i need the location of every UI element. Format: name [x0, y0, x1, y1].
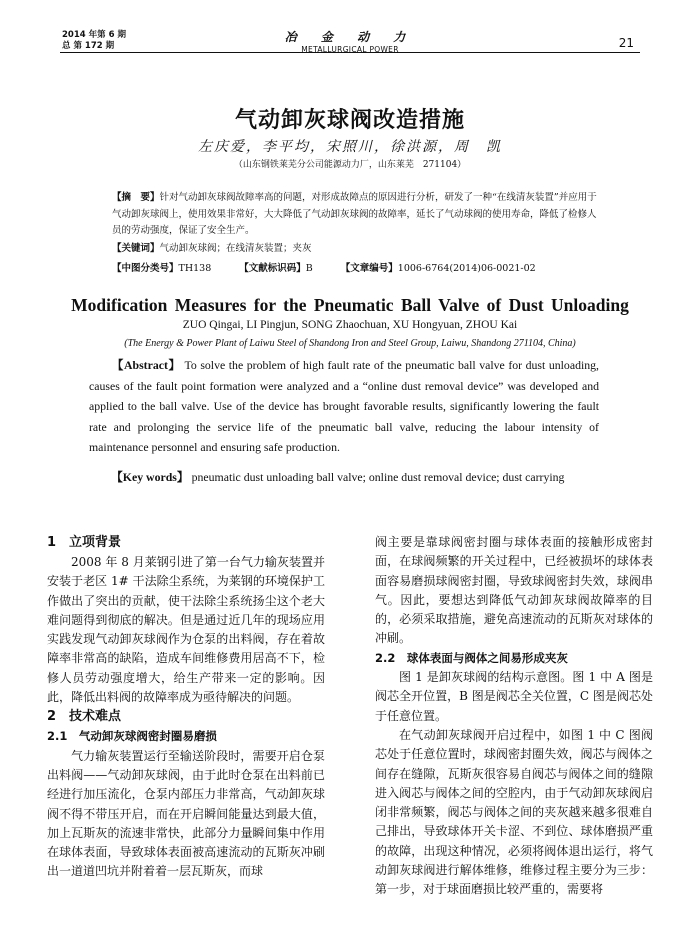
- keywords-cn-label: 【关键词】: [112, 243, 160, 254]
- paper-title-cn: 气动卸灰球阀改造措施: [234, 107, 465, 133]
- authors-cn: 左庆爱，李平均，宋照川，徐洪源，周 凯: [198, 139, 502, 155]
- page-number: 21: [618, 36, 634, 50]
- issue-line-2: 总 第 172 期: [62, 41, 115, 51]
- body-column-left: [47, 533, 325, 882]
- keywords-cn: [112, 241, 600, 258]
- document-code: 【文献标识码】B: [239, 263, 313, 274]
- abstract-cn-label: 【摘 要】: [112, 192, 160, 203]
- paper-title-en: Modification Measures for the Pneumatic Ball Valve of Dust Unloading: [71, 295, 629, 315]
- header-rule: [60, 52, 640, 53]
- keywords-en: [89, 467, 599, 488]
- section-2-1-continued: 阀主要是靠球阀密封圈与球体表面的接触形成密封面，在球阀频繁的开关过程中，已经被损坏的球体表面容易磨损球阀密封圈，导致球阀密封失效，球阀串气。因此，要想达到降低气动卸灰球阀故障率的目的，必须采取措施，避免高速流动的瓦斯灰对球体的冲刷。: [375, 535, 653, 646]
- affiliation-en: (The Energy & Power Plant of Laiwu Steel of Shandong Iron and Steel Group, Laiwu, Shandong 271104, China): [124, 338, 576, 349]
- article-number: 【文章编号】1006-6764(2014)06-0021-02: [340, 263, 536, 274]
- keywords-en-label: 【Key words】: [111, 470, 189, 484]
- section-2-1-paragraph: 气力输灰装置运行至输送阶段时，需要开启仓泵出料阀——气动卸灰球阀，由于此时仓泵在出料前已经进行加压流化，仓泵内部压力非常高，气动卸灰球阀不得不带压开启，而在开启瞬间能量达到最大值，加上瓦斯灰的流速非常快，此部分力量瞬间集中作用在球体表面，导致球体表面被高速流动的瓦斯灰冲刷出一道道凹坑并附着着一层瓦斯灰，而球: [47, 748, 325, 879]
- section-2-1-heading: 2.1 气动卸灰球阀密封圈易磨损: [47, 729, 217, 744]
- abstract-en: [89, 355, 599, 458]
- authors-en: ZUO Qingai, LI Pingjun, SONG Zhaochuan, XU Hongyuan, ZHOU Kai: [182, 319, 518, 331]
- section-2-2-paragraph-1: 图 1 是卸灰球阀的结构示意图。图 1 中 A 图是阀芯全开位置，B 图是阀芯全关位置，C 图是阀芯处于任意位置。: [375, 670, 653, 723]
- section-1-heading: 1 立项背景: [47, 535, 122, 550]
- abstract-cn: [112, 190, 600, 240]
- journal-name-en: METALLURGICAL POWER: [301, 45, 399, 54]
- abstract-en-text: To solve the problem of high fault rate of the pneumatic ball valve for dust unloading, causes of the fault point formation were analyzed and a “online dust removal device” was developed and applied to the ball valve. Use of the device has brought favorable results, significantly lowering the fault rate and prolonging the service life of the pneumatic ball valve, reducing the labour intensity of maintenance personnel and ensuring safe production.: [89, 358, 599, 455]
- keywords-cn-text: 气动卸灰球阀；在线清灰装置；夹灰: [159, 243, 312, 254]
- journal-name: [250, 28, 450, 54]
- section-1-paragraph: 2008 年 8 月莱钢引进了第一台气力输灰装置并安装于老区 1# 干法除尘系统，为莱钢的环境保护工作做出了突出的贡献，使干法除尘系统扬尘这个老大难问题得到彻底的解决。但是通过近几年的现场应用实践发现气动卸灰球阀作为仓泵的出料阀，存在着故障率非常高的缺陷，造成车间维修费用居高不下，检修人员劳动强度增大，给生产带来一定的影响。因此，降低出料阀的故障率成为亟待解决的问题。: [47, 555, 325, 705]
- section-2-2-heading: 2.2 球体表面与阀体之间易形成夹灰: [375, 650, 568, 665]
- abstract-cn-text: 针对气动卸灰球阀故障率高的问题，对形成故障点的原因进行分析，研发了一种“在线清灰装置”并应用于气动卸灰球阀上，使用效果非常好，大大降低了气动卸灰球阀的故障率，延长了气动球阀的使用寿命，降低了检修人员的劳动强度，保证了安全生产。: [112, 192, 597, 236]
- section-2-heading: 2 技术难点: [47, 709, 122, 725]
- clc-number: 【中图分类号】TH138: [112, 263, 212, 274]
- body-column-right: [375, 533, 653, 900]
- section-2-2-paragraph-2: 在气动卸灰球阀开启过程中，如图 1 中 C 图阀芯处于任意位置时，球阀密封圈失效，阀芯与阀体之间存在缝隙，瓦斯灰很容易自阀芯与阀体之间的缝隙进入阀芯与阀体之间的空腔内，由于气动卸灰球阀启闭非常频繁，阀芯与阀体之间的夹灰越来越多很难自己排出，导致球体开关卡涩、不到位、球体磨损严重的故障，出现这种情况，必须将阀体退出运行，将气动卸灰球阀进行解体维修，维修过程主要分为三步：第一步，对于球面磨损比较严重的，需要将: [375, 727, 653, 897]
- journal-name-cn: 冶 金 动 力: [284, 30, 416, 44]
- keywords-en-text: pneumatic dust unloading ball valve; online dust removal device; dust carrying: [191, 470, 565, 484]
- issue-line-1: 2014 年第 6 期: [62, 30, 126, 40]
- article-meta: [112, 260, 600, 274]
- affiliation-cn: （山东钢铁莱芜分公司能源动力厂，山东莱芜 271104）: [233, 160, 467, 170]
- abstract-en-label: 【Abstract】: [111, 358, 181, 372]
- issue-info: [62, 30, 126, 52]
